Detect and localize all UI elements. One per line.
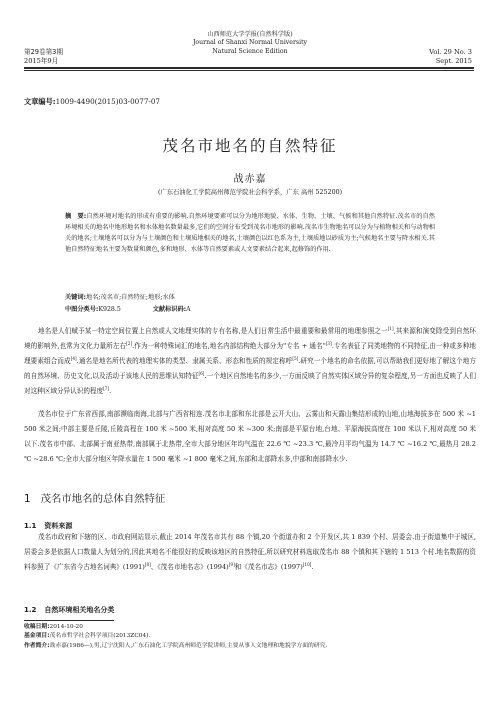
- abstract-label: 摘 要:: [65, 213, 87, 220]
- footnote-label: 收稿日期:: [24, 624, 50, 630]
- body-paragraph-intro: [24, 324, 476, 399]
- subsection-title: 资料来源: [44, 522, 73, 530]
- journal-name-cn: 山西师范大学学报(自然科学版): [207, 31, 293, 38]
- subsection-number: 1.2: [24, 606, 37, 614]
- text-span: .: [109, 386, 112, 395]
- header-rule-thick: [24, 67, 474, 69]
- footnote-label: 基金项目:: [24, 633, 50, 640]
- volume-cn: 第29卷第3期: [24, 48, 63, 56]
- text-span: 地名是人们赋予某一特定空间位置上自然或人文地理实体的专有名称,是人们日常生活中最重要和最常用的地理参照之一: [38, 327, 388, 335]
- footnote-value: 茂名市哲学社会科学项目(2013ZC04).: [49, 633, 151, 640]
- author-name: 战赤嘉: [233, 174, 267, 185]
- volume-en: Vol. 29 No. 3: [429, 48, 472, 56]
- subsection-title: 自然环境相关地名分类: [44, 606, 115, 614]
- section-heading-1: [24, 490, 165, 505]
- footnote-received: [24, 623, 476, 632]
- keywords: [65, 292, 435, 303]
- text-span: .专名表征了同类地物的不同特征,由一种或多种地理要素组合而成: [24, 341, 476, 365]
- keywords-text: 地名;茂名市;自然特征;地形;水体: [86, 294, 175, 301]
- citation: [4]: [70, 355, 77, 361]
- citation: [1]: [387, 325, 394, 331]
- text-span: 、《茂名市地名志》(1994): [150, 562, 229, 571]
- text-span: 茂名市政府和下辖的区、市政府网站显示,截止 2014 年茂名市共有 88 个镇,20 个街道办和 2 个开发区,共 1 839 个村、居委会.由于街道集中于城区,居委会多是依据人口数量人为划分的,因此其地名不能很好的反映该地区的自然特征,所以研究材料选取茂名市 88 个镇和其下辖的 1 513 个村.地名数据的资料参照了《广东省今古地名词典》(1991): [24, 533, 476, 571]
- section-number: 1: [24, 493, 31, 505]
- body-paragraph-geography: 茂名市位于广东省西部,南部濒临南海,北部与广西省相连.茂名市北部和东北部是云开大山、云雾山和天露山集结形成的山地,山地海拔多在 500 米 ~1 500 米之间;中部主要是丘陵,丘陵高程在 100 米 ~500 米,相对高度 50 米 ~300 米;南部是平原台地,台地、平原海拔高度在 100 米以下,相对高度 50 米以下.茂名市中部、北部属于南亚热带,南部属于北热带,全市大部分地区年均气温在 22.6 ℃ ~23.3 ℃,最冷月平均气温为 14.7 ℃ ~16.2 ℃,最热月 28.2 ℃ ~28.6 ℃;全市大部分地区年降水量在 1 500 毫米 ~1 800 毫米之间,东部和北部降水多,中部和南部降水少.: [24, 410, 476, 463]
- keywords-label: 关键词:: [65, 294, 87, 301]
- text-span: .通名是地名所代表的地理实体的类型、隶属关系、形态和性质的规定称呼: [76, 356, 293, 365]
- citation: [6]: [198, 370, 205, 376]
- date-en: Sept. 2015: [435, 56, 472, 65]
- page-title: 茂名市地名的自然特征: [162, 137, 338, 155]
- text-span: .作为一种特殊词汇的地名,地名内部结构绝大部分为"专名 + 通名": [132, 341, 326, 350]
- footnote-author-bio: [24, 642, 476, 651]
- text-span: ,其来源和演变除受到自然环境的影响外,也常为文化力量所左右: [24, 327, 476, 350]
- citation: [2]: [126, 340, 133, 346]
- subsection-number: 1.1: [24, 522, 37, 530]
- citation: [10]: [302, 561, 312, 567]
- issue-info-en: [429, 48, 472, 65]
- subsection-heading-1-2: [24, 605, 114, 615]
- body-paragraph-data-source: [24, 530, 476, 575]
- text-span: .一个地区自然地名的多少,一方面反映了自然实体区域分异的复杂程度,另一方面也反映了人们对这种区域分异认识的程度: [24, 371, 476, 395]
- author-affiliation: (广东石油化工学院高州师范学院社会科学系，广东 高州 525200): [157, 189, 343, 196]
- article-id-value: 1009-4490(2015)03-0077-07: [55, 97, 160, 106]
- text-span: .研究一个地名的命名依据,可以帮助我们更好地了解这个地方的自然环境、历史文化,以及活动于该地人民的思维认知特征: [24, 356, 476, 380]
- text-span: 和《茂名市志》(1997): [234, 562, 303, 571]
- doc-code-label: 文献标识码:: [152, 306, 187, 313]
- footnote-rule: [24, 620, 114, 621]
- journal-header: [120, 31, 380, 56]
- article-id-label: 文章编号:: [24, 97, 56, 106]
- doc-code-value: A: [186, 306, 191, 313]
- issue-info-cn: [24, 48, 63, 65]
- classification: [65, 304, 435, 313]
- abstract: [65, 211, 435, 255]
- citation: [9]: [228, 561, 235, 567]
- header-rule-thin: [24, 70, 474, 71]
- citation: [8]: [144, 561, 151, 567]
- text-span: .: [311, 562, 314, 571]
- citation: [3]: [325, 340, 332, 346]
- footnote-label: 作者简介:: [24, 642, 50, 649]
- section-title: 茂名市地名的总体自然特征: [40, 493, 166, 505]
- footnote-value: 战赤嘉(1986—),男,辽宁沈阳人,广东石油化工学院高州师范学院讲师,主要从事人文地理和地貌学方面的研究.: [49, 642, 328, 649]
- date-cn: 2015年9月: [24, 56, 59, 65]
- abstract-text: 自然环境对地名的形成有重要的影响.自然环境要素可以分为地形地貌、水体、生物、土壤、气候和其他自然特征.茂名市的自然环境相关的地名中地形地名和水体地名数量最多,它们的空间分布受到茂名市地形的影响.茂名市生物地名可以分为与植物相关和与动物相关的地名;土壤地名可以分为与土壤颜色和土壤质地相关的地名,土壤颜色以红色系为主,土壤质地以砂质为主;气候地名主要与降水相关.其他自然特征地名主要为数量和颜色,多和地形、水体等自然要素或人文要素结合起来,起修饰的作用.: [65, 213, 435, 254]
- clc-label: 中图分类号:: [65, 306, 99, 313]
- footnote-value: 2014-10-20: [49, 624, 83, 630]
- journal-name-en: Journal of Shanxi Normal University: [192, 39, 308, 47]
- citation: [7]: [103, 385, 110, 391]
- footnote: [24, 623, 476, 651]
- journal-edition: Natural Science Edition: [212, 47, 288, 55]
- clc-value: K928.5: [98, 306, 121, 313]
- article-id: [24, 97, 160, 107]
- citation: [5]: [292, 355, 299, 361]
- footnote-fund: [24, 632, 476, 641]
